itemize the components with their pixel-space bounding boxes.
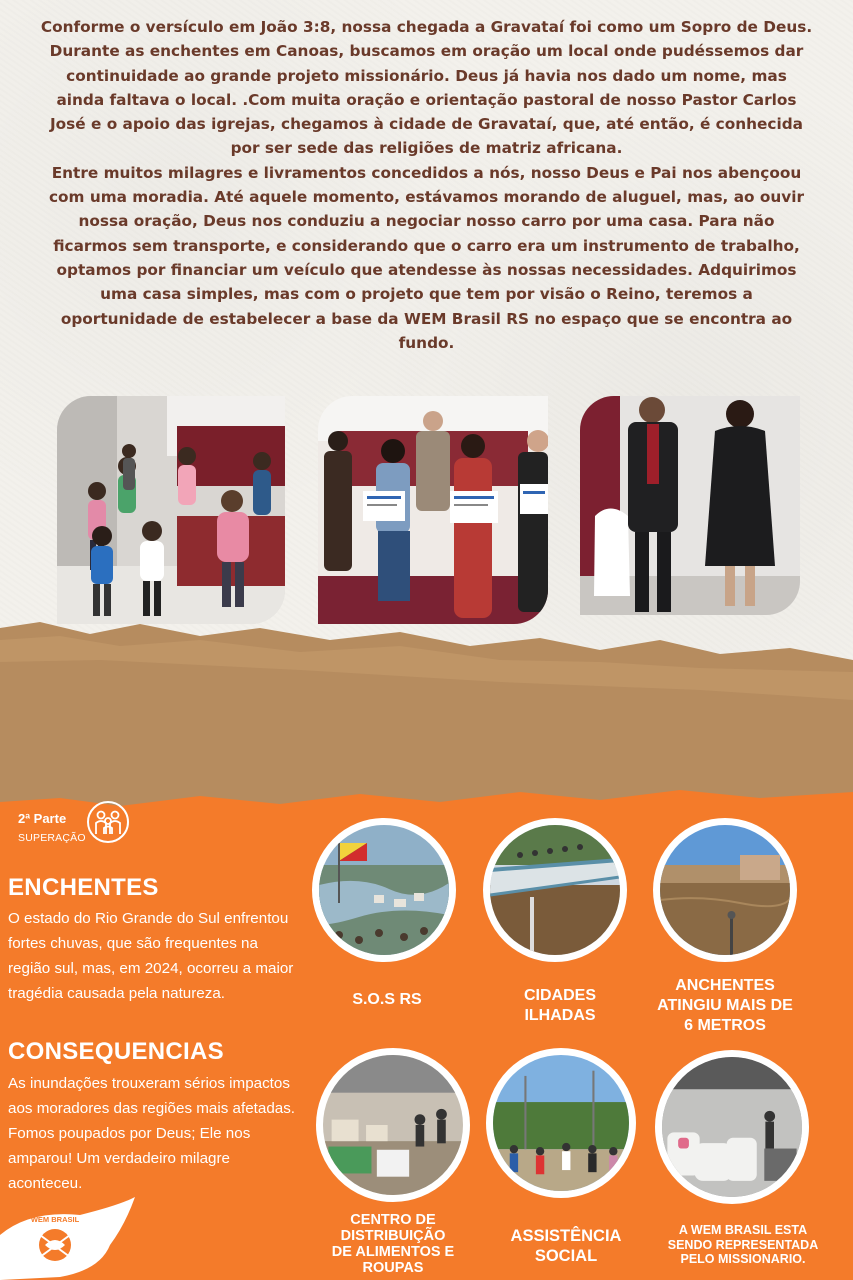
part-subtitle: SUPERAÇÃO — [18, 832, 86, 844]
wem-brasil-logo-text: WEM BRASIL — [30, 1215, 80, 1224]
centro-distribuicao-photo — [316, 1048, 470, 1202]
cidades-ilhadas-caption: CIDADES ILHADAS — [523, 987, 596, 1024]
centro-distribuicao-caption: CENTRO DE DISTRIBUIÇÃO DE ALIMENTOS E ROUPAS — [331, 1212, 455, 1276]
part-label: 2ª Parte — [18, 811, 67, 826]
intro-paragraph-1: Conforme o versículo em João 3:8, nossa chegada a Gravataí foi como um Sopro de Deus. Durante as enchentes em Canoas, buscamos em oração um local onde pudéssemos dar continuidade ao grande projeto missionário. Deus já havia nos dado um nome, mas ainda faltava o local. .Com muita oração e orientação pastoral de nosso Pastor Carlos José e o apoio das igrejas, chegamos à cidade de Gravataí, que, até então, é conhecida por ser sede das religiões de matriz africana. — [40, 18, 813, 158]
wem-representada-photo — [655, 1050, 809, 1204]
enchentes-title: ENCHENTES — [8, 874, 159, 901]
consequencias-text: As inundações trouxeram sérios impactos aos moradores das regiões mais afetadas. Fomos poupados por Deus; Ele nos amparou! Um verdadeiro milagre aconteceu. — [8, 1075, 296, 1192]
sos-rs-caption: S.O.S RS — [352, 991, 422, 1008]
intro-paragraph-2: Entre muitos milagres e livramentos concedidos a nós, nosso Deus e Pai nos abençoou com uma moradia. Até aquele momento, estávamos morando de aluguel, mas, ao ouvir nossa oração, Deus nos conduziu a negociar nosso carro por uma casa. Para não ficarmos sem transporte, e considerando que o carro era um instrumento de trabalho, optamos por financiar um veículo que atendesse às nossas necessidades. Adquirimos uma casa simples, mas com o projeto que tem por visão o Reino, teremos a oportunidade de estabelecer a base da WEM Brasil RS no espaço que se encontra ao fundo. — [48, 163, 805, 352]
family-icon — [86, 800, 130, 844]
assistencia-social-photo — [486, 1048, 636, 1198]
wem-brasil-logo — [0, 1195, 140, 1280]
anchentes-caption: ANCHENTES ATINGIU MAIS DE 6 METROS — [657, 977, 793, 1034]
assistencia-social-caption: ASSISTÊNCIA SOCIAL — [510, 1227, 622, 1265]
wem-representada-caption: A WEM BRASIL ESTA SENDO REPRESENTADA PELO MISSIONARIO. — [667, 1223, 819, 1266]
consequencias-title: CONSEQUENCIAS — [8, 1038, 224, 1065]
cidades-ilhadas-photo — [483, 818, 627, 962]
sos-rs-photo — [312, 818, 456, 962]
enchentes-6-metros-photo — [653, 818, 797, 962]
enchentes-text: O estado do Rio Grande do Sul enfrentou fortes chuvas, que são frequentes na região sul, mas, em 2024, ocorreu a maior tragédia causada pela natureza. — [8, 910, 294, 1002]
